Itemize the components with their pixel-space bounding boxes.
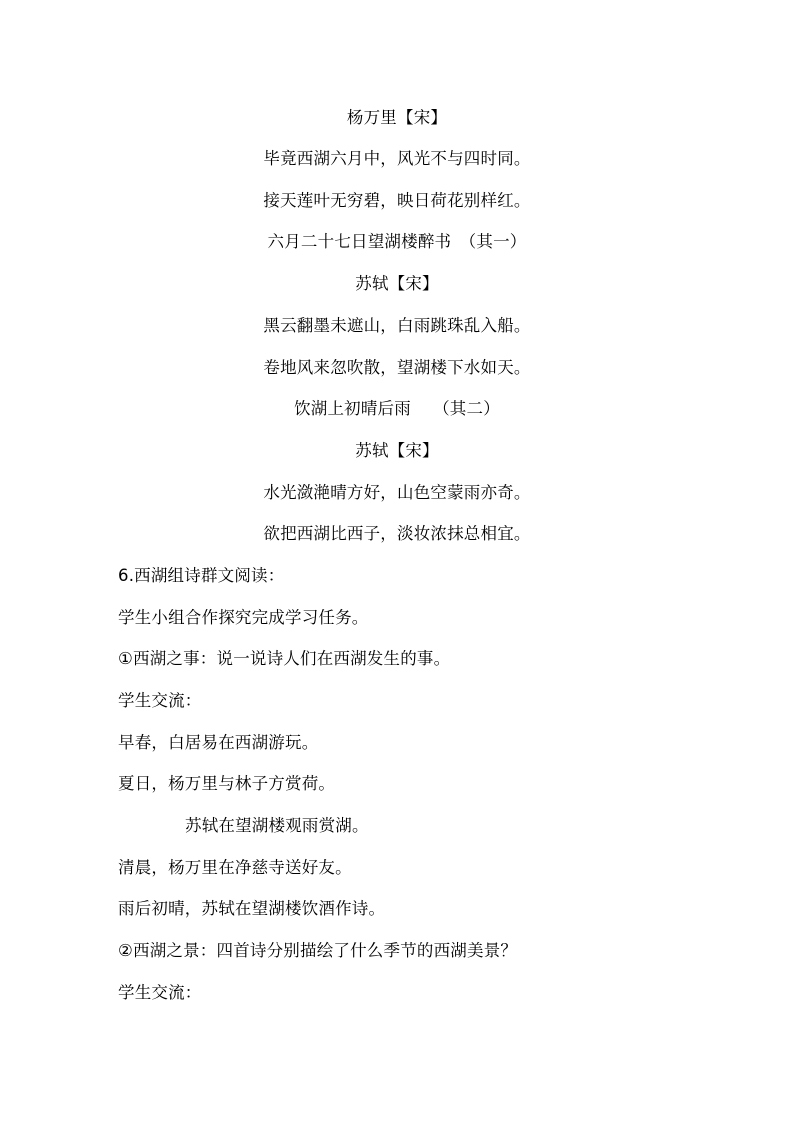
poem3-line2: 欲把西湖比西子，淡妆浓抹总相宜。	[263, 524, 531, 543]
section-heading: 6.西湖组诗群文阅读：	[118, 566, 285, 585]
exchange-label-1: 学生交流：	[118, 691, 202, 710]
task2-question: ②西湖之景：四首诗分别描绘了什么季节的西湖美景？	[118, 941, 518, 960]
answer-spring: 早春，白居易在西湖游玩。	[118, 733, 319, 752]
poem3-title: 饮湖上初晴后雨 （其二）	[294, 399, 500, 418]
exchange-label-2: 学生交流：	[118, 983, 202, 1002]
poem3-line1: 水光潋滟晴方好，山色空蒙雨亦奇。	[263, 483, 531, 502]
answer-summer: 夏日，杨万里与林子方赏荷。	[118, 774, 336, 793]
task-intro: 学生小组合作探究完成学习任务。	[118, 608, 369, 627]
answer-morning: 清晨，杨万里在净慈寺送好友。	[118, 858, 352, 877]
task1-question: ①西湖之事：说一说诗人们在西湖发生的事。	[118, 649, 451, 668]
poem2-title: 六月二十七日望湖楼醉书 （其一）	[267, 232, 527, 251]
answer-after-rain: 雨后初晴，苏轼在望湖楼饮酒作诗。	[118, 899, 386, 918]
poem2-line1: 黑云翻墨未遮山，白雨跳珠乱入船。	[263, 316, 531, 335]
poem2-line2: 卷地风来忽吹散，望湖楼下水如天。	[263, 358, 531, 377]
answer-rain-view: 苏轼在望湖楼观雨赏湖。	[185, 816, 369, 835]
poem1-line1: 毕竟西湖六月中，风光不与四时同。	[263, 149, 531, 168]
poem1-line2: 接天莲叶无穷碧，映日荷花别样红。	[263, 191, 531, 210]
poem-author-su-shi-1: 苏轼【宋】	[355, 274, 439, 293]
poem-author-su-shi-2: 苏轼【宋】	[355, 441, 439, 460]
poem-author-yang-wanli: 杨万里【宋】	[346, 108, 448, 127]
